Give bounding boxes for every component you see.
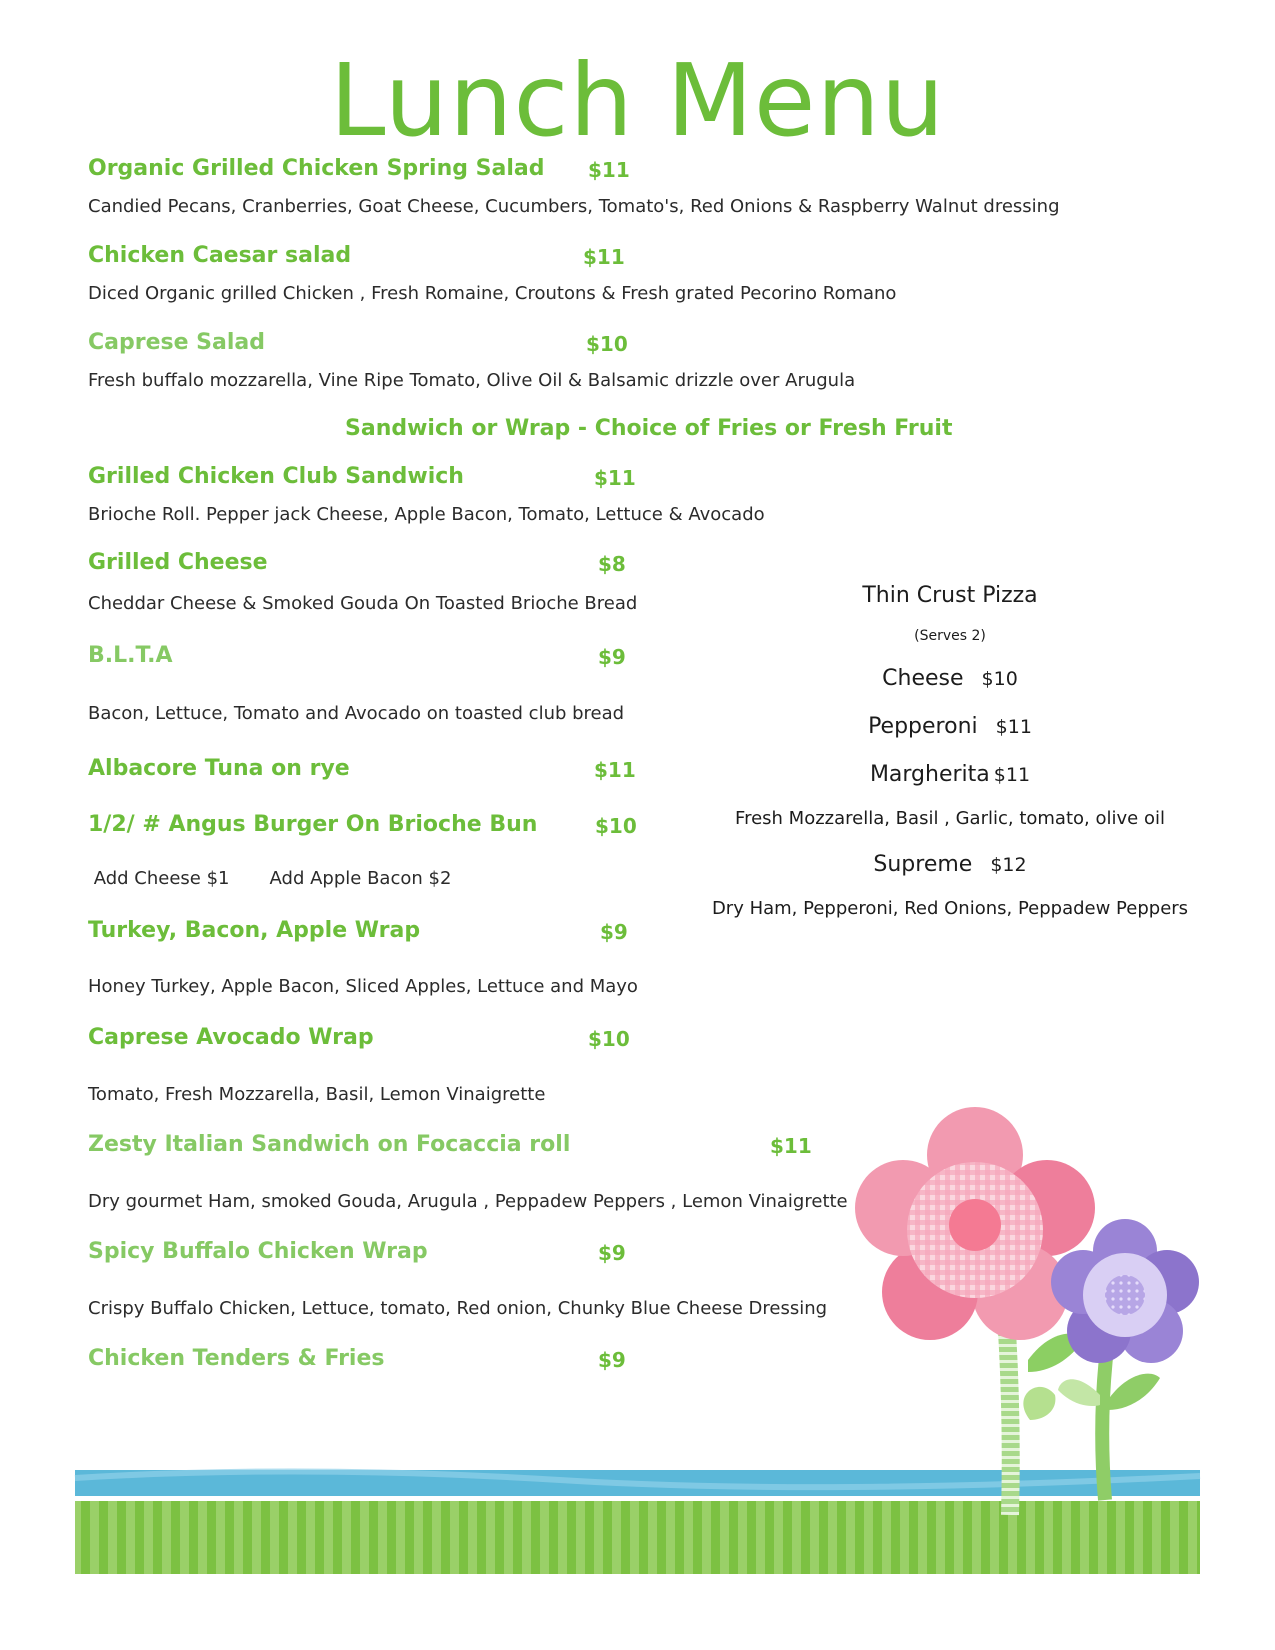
item-description: Honey Turkey, Apple Bacon, Sliced Apples, Lettuce and Mayo	[88, 976, 638, 997]
item-name: Chicken Caesar salad	[88, 243, 352, 268]
item-name: Turkey, Bacon, Apple Wrap	[88, 918, 421, 943]
item-name: Caprese Salad	[88, 330, 266, 355]
green-stripe-band	[75, 1501, 1200, 1574]
section-heading: Sandwich or Wrap - Choice of Fries or Fresh Fruit	[345, 416, 953, 441]
item-description: Crispy Buffalo Chicken, Lettuce, tomato, Red onion, Chunky Blue Cheese Dressing	[88, 1298, 828, 1319]
item-name: Zesty Italian Sandwich on Focaccia roll	[88, 1132, 571, 1157]
item-description: Tomato, Fresh Mozzarella, Basil, Lemon Vinaigrette	[88, 1084, 546, 1105]
item-price: $10	[595, 814, 637, 838]
pizza-item-price: $12	[990, 854, 1027, 876]
item-description: Add Cheese $1 Add Apple Bacon $2	[88, 868, 452, 889]
item-name: Chicken Tenders & Fries	[88, 1346, 385, 1371]
pizza-item-description: Dry Ham, Pepperoni, Red Onions, Peppadew Peppers	[711, 898, 1189, 919]
item-price: $11	[583, 245, 625, 269]
item-price: $9	[598, 1348, 626, 1372]
item-description: Bacon, Lettuce, Tomato and Avocado on toasted club bread	[88, 703, 625, 724]
item-price: $11	[588, 158, 630, 182]
pizza-item-name: Cheese	[882, 666, 964, 691]
item-name: Organic Grilled Chicken Spring Salad	[88, 156, 545, 181]
item-price: $10	[588, 1027, 630, 1051]
pizza-item-price: $10	[981, 668, 1018, 690]
item-name: Grilled Chicken Club Sandwich	[88, 464, 464, 489]
item-price: $11	[770, 1134, 812, 1158]
item-description: Cheddar Cheese & Smoked Gouda On Toasted Brioche Bread	[88, 593, 638, 614]
item-price: $11	[594, 758, 636, 782]
item-price: $11	[594, 466, 636, 490]
item-description: Brioche Roll. Pepper jack Cheese, Apple Bacon, Tomato, Lettuce & Avocado	[88, 504, 765, 525]
item-price: $8	[598, 552, 626, 576]
item-name: Grilled Cheese	[88, 550, 268, 575]
pizza-item	[700, 762, 1200, 787]
pizza-item-name: Supreme	[873, 852, 973, 877]
pizza-item	[700, 666, 1200, 691]
pizza-item	[700, 714, 1200, 739]
item-price: $9	[600, 920, 628, 944]
item-name: B.L.T.A	[88, 643, 173, 668]
item-description: Dry gourmet Ham, smoked Gouda, Arugula , Peppadew Peppers , Lemon Vinaigrette	[88, 1191, 848, 1212]
item-price: $9	[598, 645, 626, 669]
pizza-item-price: $11	[995, 716, 1032, 738]
item-price: $9	[598, 1241, 626, 1265]
item-name: 1/2/ # Angus Burger On Brioche Bun	[88, 812, 538, 837]
item-description: Candied Pecans, Cranberries, Goat Cheese, Cucumbers, Tomato's, Red Onions & Raspberry Walnut dressing	[88, 196, 1060, 217]
pink-flower	[855, 1107, 1095, 1340]
item-name: Caprese Avocado Wrap	[88, 1025, 374, 1050]
pizza-item-name: Margherita	[869, 762, 990, 787]
item-name: Spicy Buffalo Chicken Wrap	[88, 1239, 428, 1264]
pizza-serves-note: (Serves 2)	[914, 628, 986, 644]
pizza-item-description: Fresh Mozzarella, Basil , Garlic, tomato, olive oil	[735, 808, 1165, 829]
item-description: Diced Organic grilled Chicken , Fresh Romaine, Croutons & Fresh grated Pecorino Romano	[88, 283, 897, 304]
item-description: Fresh buffalo mozzarella, Vine Ripe Tomato, Olive Oil & Balsamic drizzle over Arugula	[88, 370, 856, 391]
pizza-item-price: $11	[993, 764, 1031, 786]
item-price: $10	[586, 332, 628, 356]
item-name: Albacore Tuna on rye	[88, 756, 350, 781]
pizza-item	[700, 852, 1200, 877]
pizza-heading: Thin Crust Pizza	[862, 583, 1038, 608]
menu-title: Lunch Menu	[329, 42, 946, 159]
pizza-item-name: Pepperoni	[868, 714, 978, 739]
